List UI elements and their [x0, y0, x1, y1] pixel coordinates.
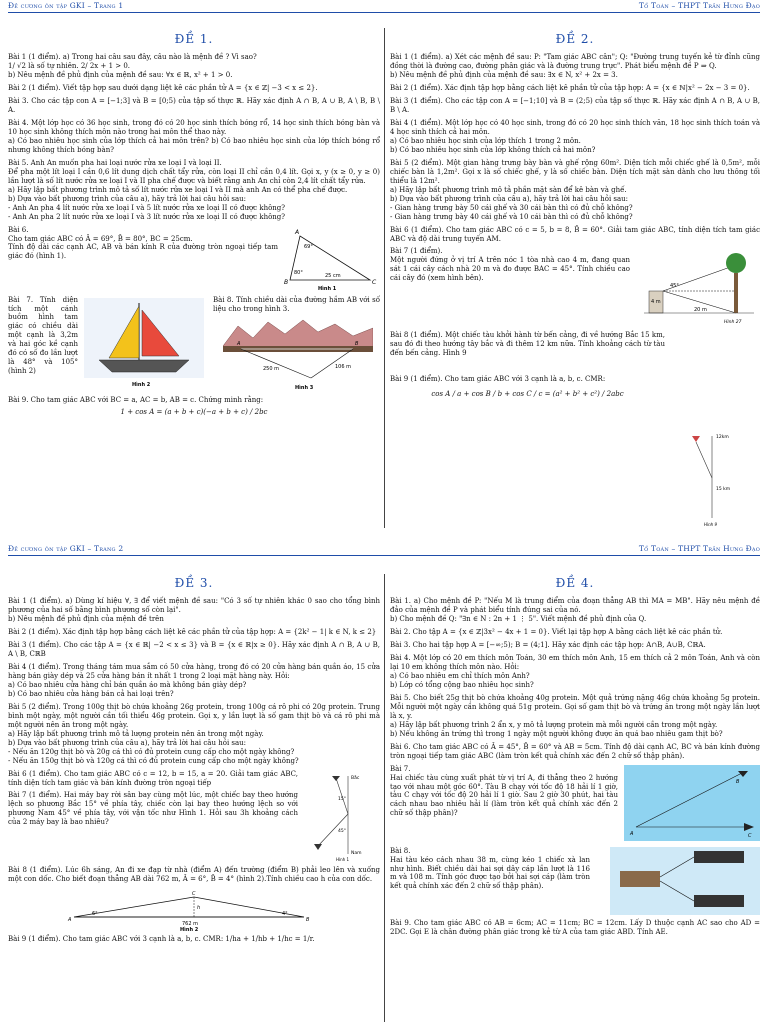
height-label: 4 m: [651, 299, 661, 306]
question-1: Bài 1 (1 điểm). a) Trong hai câu sau đây, câu nào là mệnh đề ? Vì sao? 1/ √2 là số tự nhiên. 2/ 2x + 1 > 0. b) Nêu mệnh đề phủ định của mệnh đề sau: ∀x ∈ ℝ, x² + 1 > 0.: [8, 53, 257, 80]
question-8: Bài 8. Hai tàu kéo cách nhau 38 m, cùng kéo 1 chiếc xà lan như hình. Biết chiều dài hai sợi dây cáp lần lượt là 116 m và 108 m. Tính góc được tạo bởi hai sợi cáp (làm tròn kết quả chính xác đến 2 chữ số thập phân).: [390, 847, 760, 915]
header-rule: [8, 12, 760, 13]
question-7: Bài 7. Tính diện tích một cánh buồm hình tam giác có chiều dài một cạnh là 3,2m và hai góc kề cạnh đó có số đo lần lượt là 48° và 105° (hình 2): [8, 295, 78, 376]
question-3: Bài 3. Cho các tập con A = [−1;3] và B = [0;5) của tập số thực ℝ. Hãy xác định A ∩ B, A ∪ B, A \ B, B \ A.: [8, 97, 380, 115]
length-label-1: 250 m: [263, 365, 280, 372]
svg-text:C: C: [372, 278, 377, 286]
question-5: Bài 5 (2 điểm). Một gian hàng trưng bày bàn và ghế rộng 60m². Diện tích mỗi chiếc ghế là 0,5m², mỗi chiếc bàn là 1,2m². Gọi x là số chiếc ghế, y là số chiếc bàn. Diện tích mặt sàn dành cho lưu thông tối thiểu là 12m². a) Hãy lập bất phương trình mô tả phần mặt sàn để kê bàn và ghế. b) Dựa vào bất phương trình của câu a), hãy trả lời hai câu hỏi sau: - Gian hàng trưng bày 50 cái ghế và 30 cái bàn thì có đủ chỗ không? - Gian hàng trưng bày 40 cái ghế và 10 cái bàn thì có đủ chỗ không?: [390, 158, 760, 221]
question-4: Bài 4 (1 điểm). Một lớp học có 40 học sinh, trong đó có 20 học sinh thích văn, 18 học sinh thích toán và 4 học sinh thích cả hai môn. a) Có bao nhiêu học sinh của lớp thích 1 trong 2 môn. b) Có bao nhiêu học sinh của lớp không thích cả hai môn?: [390, 119, 760, 154]
angle-b-label: 80°: [294, 269, 303, 276]
exam-title: ĐỀ 4.: [555, 576, 595, 590]
question-4: Bài 4. Một lớp có 20 em thích môn Toán, 30 em thích môn Anh, 15 em thích cả 2 môn Toán, Anh và còn lại 10 em không thích môn nào. Hỏi: a) Có bao nhiêu em chỉ thích môn Anh? b) Lớp có tổng cộng bao nhiêu học sinh?: [390, 654, 760, 689]
exam-2-column: [390, 30, 760, 530]
figure-caption: Hình 9: [704, 522, 718, 527]
question-6: Bài 6. Cho tam giác ABC có Â = 69°, B̂ = 80°, BC = 25cm. Tính độ dài các cạnh AC, AB và bán kính R của đường tròn ngoại tiếp tam giác đó (hình 1). A B C 69° 80° 25 cm Hình 1: [8, 226, 380, 292]
svg-text:A: A: [295, 228, 300, 236]
question-9: Bài 9 (1 điểm). Cho tam giác ABC với 3 cạnh là a, b, c. CMR: 1/ha + 1/hb + 1/hc = 1/r.: [8, 935, 315, 944]
side-bc-label: 25 cm: [325, 272, 341, 279]
question-5: Bài 5 (2 điểm). Trong 100g thịt bò chứa khoảng 26g protein, trong 100g cá rô phi có 20g protein. Trung bình một ngày, một người cần tối thiểu 46g protein. Gọi x, y lần lượt là số gam thịt bò và cá rô phi mà một người nên ăn trong một ngày. a) Hãy lập bất phương trình mô tả lượng protein nên ăn trong một ngày. b) Dựa vào bất phương trình của câu a), hãy trả lời hai câu hỏi sau: - Nếu ăn 120g thịt bò và 20g cá thì có đủ protein cung cấp cho một ngày không? - Nếu ăn 150g thịt bò và 120g cá thì có đủ protein cung cấp cho một ngày không?: [8, 702, 380, 765]
question-7-8: [8, 296, 380, 392]
triangle-figure-1: [280, 226, 380, 292]
distance-label-2: 15 km: [716, 487, 731, 492]
angle-a-label: 69°: [304, 243, 313, 250]
question-3: Bài 3. Cho hai tập hợp A = [−∞;5); B = (4;1]. Hãy xác định các tập hợp: A∩B, A∪B, CℝA.: [390, 641, 706, 650]
column-divider: [384, 574, 385, 1022]
question-2: Bài 2 (1 điểm). Xác định tập hợp bằng cách liệt kê phần tử của tập hợp: A = {x ∈ ℕ|x² − 2x − 3 = 0}.: [390, 84, 750, 93]
south-label: Nam: [351, 850, 362, 856]
question-2: Bài 2. Cho tập A = {x ∈ ℤ|3x² − 4x + 1 = 0}. Viết lại tập hợp A bằng cách liệt kê các phần tử.: [390, 628, 723, 637]
svg-text:B: B: [306, 917, 310, 924]
question-4: Bài 4 (1 điểm). Trong tháng tám mua sắm có 50 cửa hàng, trong đó có 20 cửa hàng bán quần áo, 15 cửa hàng bán giày dép và 25 cửa hàng bán ít nhất 1 trong 2 loại mặt hàng này. Hỏi: a) Có bao nhiêu cửa hàng chỉ bán quần áo mà không bán giày dép? b) Có bao nhiêu cửa hàng bán cả hai loại trên?: [8, 663, 380, 698]
svg-text:C: C: [748, 832, 752, 839]
figure-caption: Hình 1: [318, 285, 337, 292]
exam-1-column: [8, 30, 380, 530]
question-6: Bài 6. Cho tam giác ABC có Â = 45°, B̂ = 60° và AB = 5cm. Tính độ dài cạnh AC, BC và bán kính đường tròn ngoại tiếp tam giác ABC (làm tròn kết quả chính xác đến 2 chữ số thập phân).: [390, 742, 760, 760]
question-5: Bài 5. Anh An muốn pha hai loại nước rửa xe loại I và loại II. Để pha một lít loại I cần 0,6 lít dung dịch chất tẩy rửa, còn loại II chỉ cần 0,4 lít. Gọi x, y (x ≥ 0, y ≥ 0) lần lượt là số lít nước rửa xe loại I và II pha chế được và biết rằng anh An chỉ còn 2,4 lít chất tẩy rửa. a) Hãy lập bất phương trình mô tả số lít nước rửa xe loại I và II mà anh An có thể pha chế được. b) Dựa vào bất phương trình của câu a), hãy trả lời hai câu hỏi sau: - Anh An pha 4 lít nước rửa xe loại I và 5 lít nước rửa xe loại II có được không? - Anh An pha 2 lít nước rửa xe loại I và 3 lít nước rửa xe loại II có được không?: [8, 158, 380, 221]
question-3: Bài 3 (1 điểm). Cho các tập A = {x ∈ ℝ| −2 < x ≤ 3} và B = {x ∈ ℝ|x ≥ 0}. Hãy xác định A ∩ B, A ∪ B, A \ B, CℝB: [8, 641, 380, 659]
header-left: Đề cương ôn tập GKI – Trang 2: [8, 544, 124, 553]
question-2: Bài 2 (1 điểm). Xác định tập hợp bằng cách liệt kê các phần tử của tập hợp: A = {2k² − 1| k ∈ N, k ≤ 2}: [8, 628, 377, 637]
header-right: Tổ Toán – THPT Trần Hưng Đạo: [638, 544, 760, 553]
question-1: Bài 1. a) Cho mệnh đề P: "Nếu M là trung điểm của đoạn thẳng AB thì MA = MB". Hãy nêu mệnh đề đảo của mệnh đề P và phát biểu tính đúng sai của nó. b) Cho mệnh đề Q: "∃n ∈ N : 2n + 1 ⋮ 5". Viết mệnh đề phủ định của Q.: [390, 597, 760, 624]
page-2: [0, 540, 768, 1024]
svg-text:A: A: [68, 917, 72, 924]
question-7: Bài 7 (1 điểm). Hai máy bay rời sân bay cùng một lúc, một chiếc bay theo hướng lệch so phương Bắc 15° về phía tây, chiếc còn lại bay theo hướng lệch so với phương Nam 45° về phía tây, với vận tốc như Hình 1. Hỏi sau 3h khoảng cách của 2 máy bay là bao nhiêu?: [8, 791, 298, 827]
figure-caption: Hình 27: [724, 320, 742, 326]
angle-a-label: 6°: [92, 911, 98, 918]
question-7: Bài 7 (1 điểm). Một người đứng ở vị trí A trên nóc 1 tòa nhà cao 4 m, đang quan sát 1 cái cây cách nhà 20 m và đo được BAC = 45°. Tính chiều cao cái cây đó (xem hình bên). 45° 4 m 20 m Hình 27: [390, 247, 760, 327]
svg-text:B: B: [736, 778, 740, 785]
exam-title: ĐỀ 2.: [555, 32, 595, 46]
angle-label-2: 45°: [338, 828, 346, 834]
angle-label-1: 15°: [338, 796, 346, 802]
question-1: Bài 1 (1 điểm). a) Dùng kí hiệu ∀, ∃ để viết mệnh đề sau: "Có 3 số tự nhiên khác 0 sao cho tổng bình phương của hai số bằng bình phương số còn lại". b) Nêu mệnh đề phủ định của mệnh đề trên: [8, 597, 380, 624]
tugboats-figure: [610, 847, 760, 915]
tree-building-figure: [644, 247, 754, 327]
distance-label: 20 m: [694, 307, 707, 314]
question-6: Bài 6 (1 điểm). Cho tam giác ABC có c = 5, b = 8, B̂ = 60°. Giải tam giác ABC, tính diện tích tam giác ABC và độ dài trung tuyến AM.: [390, 225, 760, 243]
svg-text:h: h: [197, 905, 201, 912]
question-6-7: [8, 770, 380, 862]
header-right: Tổ Toán – THPT Trần Hưng Đạo: [638, 1, 760, 10]
figure-caption: Hình 2: [132, 381, 151, 388]
distance-label-1: 12km: [716, 435, 729, 440]
question-8: Bài 8 (1 điểm). Lúc 6h sáng, An đi xe đạp từ nhà (điểm A) đến trường (điểm B) phải leo lên và xuống một con dốc. Cho biết đoạn thẳng AB dài 762 m, Â = 6°, B̂ = 4° (hình 2).Tính chiều cao h của con dốc.: [8, 865, 380, 883]
svg-text:A: A: [630, 830, 634, 837]
length-label-2: 106 m: [335, 363, 352, 370]
figure-caption: Hình 1: [336, 856, 350, 862]
ship-route-figure: [682, 428, 752, 528]
question-9: Bài 9. Cho tam giác ABC có AB = 6cm; AC = 11cm; BC = 12cm. Lấy D thuộc cạnh AC sao cho AD = 2DC. Gọi E là chân đường phân giác trong kẻ từ A của tam giác ABD. Tính AE.: [390, 918, 760, 936]
angle-b-label: 4°: [282, 911, 288, 918]
two-ships-figure: [624, 765, 760, 841]
north-label: Bắc: [351, 775, 360, 781]
question-2: Bài 2 (1 điểm). Viết tập hợp sau dưới dạng liệt kê các phần tử A = {x ∈ ℤ| −3 < x ≤ 2}.: [8, 84, 318, 93]
ab-length-label: 762 m: [182, 921, 199, 928]
svg-text:C: C: [192, 891, 196, 898]
hill-figure: [64, 887, 324, 931]
question-1: Bài 1 (1 điểm). a) Xét các mệnh đề sau: P: "Tam giác ABC cân"; Q: "Đường trung tuyến kẻ từ đỉnh cũng đồng thời là đường cao, đường phân giác và là đường trung trực". Phát biểu mệnh đề P ⇒ Q. b) Nêu mệnh đề phủ định của mệnh đề sau: ∃x ∈ N, x² + 2x = 3.: [390, 53, 760, 80]
question-3: Bài 3 (1 điểm). Cho các tập con A = [−1;10] và B = (2;5) của tập số thực ℝ. Hãy xác định A ∩ B, A ∪ B, B \ A.: [390, 97, 760, 115]
exam-3-column: [8, 574, 380, 1024]
figure-caption: Hình 2: [180, 927, 199, 932]
question-9: Bài 9 (1 điểm). Cho tam giác ABC với 3 cạnh là a, b, c. CMR: cos A / a + cos B / b + cos C / c = (a² + b² + c²) / 2abc: [390, 375, 760, 425]
airplanes-figure: [308, 770, 376, 862]
exam-4-column: [390, 574, 760, 1024]
svg-text:B: B: [284, 278, 289, 286]
exam-title: ĐỀ 3.: [174, 576, 214, 590]
header-rule: [8, 555, 760, 556]
question-9: Bài 9. Cho tam giác ABC với BC = a, AC = b, AB = c. Chứng minh rằng: 1 + cos A = (a + b + c)(−a + b + c) / 2bc: [8, 396, 380, 417]
question-7: Bài 7. Hai chiếc tàu cùng xuất phát từ vị trí A, đi thẳng theo 2 hướng tạo với nhau một góc 60°. Tàu B chạy với tốc độ 18 hải lí 1 giờ, tàu C chạy với tốc độ 20 hải lí 1 giờ. Sau 2 giờ 30 phút, hai tàu cách nhau bao nhiêu hải lí (làm tròn kết quả chính xác đến 2 chữ số thập phân)? A B C: [390, 765, 760, 843]
header-left: Đề cương ôn tập GKI – Trang 1: [8, 1, 124, 10]
question-8: Bài 8. Tính chiều dài của đường hầm AB với số liệu cho trong hình 3.: [213, 295, 380, 313]
formula: cos A / a + cos B / b + cos C / c = (a² + b² + c²) / 2abc: [431, 390, 624, 399]
svg-text:B: B: [355, 340, 359, 347]
question-4: Bài 4. Một lớp học có 36 học sinh, trong đó có 20 học sinh thích bóng rổ, 14 học sinh thích bóng bàn và 10 học sinh không thích môn nào trong hai môn thể thao này. a) Có bao nhiêu học sinh của lớp thích cả hai môn trên? b) Có bao nhiêu học sinh của lớp thích bóng rổ nhưng không thích bóng bàn?: [8, 119, 380, 154]
tunnel-figure: [223, 316, 373, 392]
figure-caption: Hình 3: [295, 384, 314, 391]
column-divider: [384, 28, 385, 528]
exam-title: ĐỀ 1.: [174, 32, 214, 46]
sailboat-figure: [84, 298, 204, 390]
question-8: Bài 8 (1 điểm). Một chiếc tàu khởi hành từ bến cảng, đi về hướng Bắc 15 km, sau đó đi theo hướng tây bắc và đi thêm 12 km nữa. Tính khoảng cách từ tàu đến bến cảng. Hình 9: [390, 331, 665, 358]
formula: 1 + cos A = (a + b + c)(−a + b + c) / 2bc: [120, 407, 268, 416]
angle-label: 45°: [670, 283, 679, 290]
question-5: Bài 5. Cho biết 25g thịt bò chứa khoảng 40g protein. Một quả trứng nặng 46g chứa khoảng 5g protein. Mỗi người một ngày cần không quá 51g protein. Gọi số gam thịt bò và trứng ăn trong một ngày lần lượt là x, y. a) Hãy lập bất phương trình 2 ẩn x, y mô tả lượng protein mà mỗi người cần trong một ngày. b) Nếu không ăn trứng thì trong 1 ngày một người không được ăn quá bao nhiêu gam thịt bò?: [390, 693, 760, 738]
svg-text:A: A: [237, 340, 241, 347]
question-6: Bài 6 (1 điểm). Cho tam giác ABC có c = 12, b = 15, a = 20. Giải tam giác ABC, tính diện tích tam giác và bán kính đường tròn ngoại tiếp: [8, 769, 298, 787]
